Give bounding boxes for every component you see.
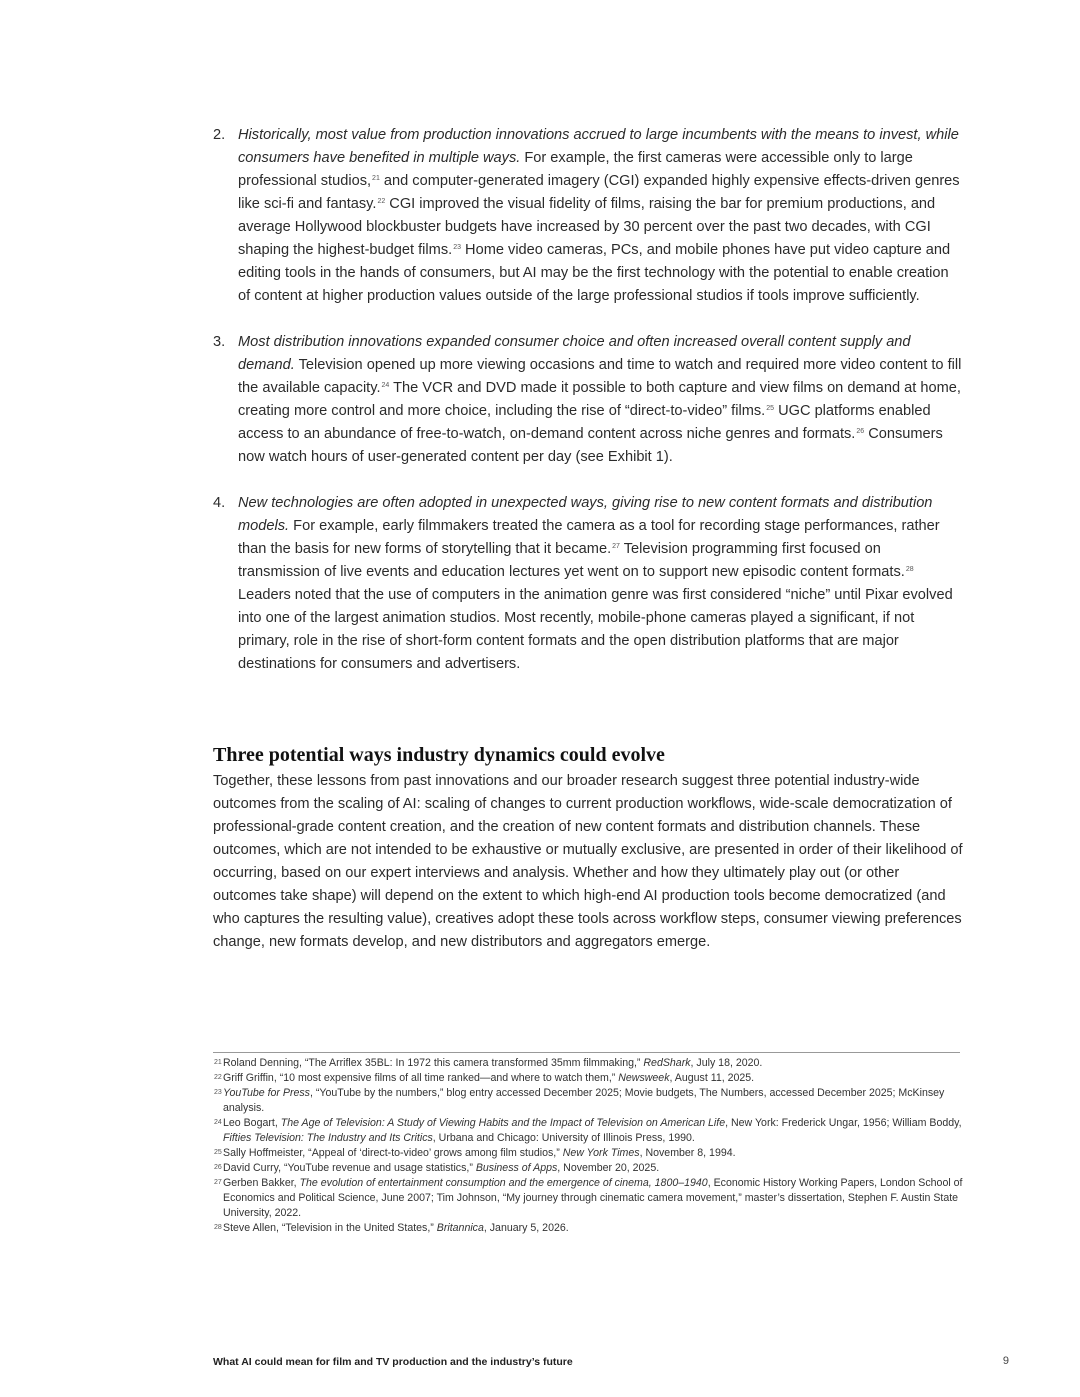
section-heading: Three potential ways industry dynamics could evolve	[213, 744, 665, 766]
footnote: 28 Steve Allen, “Television in the United States,” Britannica, January 5, 2026.	[214, 1222, 569, 1234]
text-segment: , New York: Frederick Ungar, 1956; William Boddy,	[725, 1117, 962, 1129]
italic-text: YouTube for Press	[223, 1087, 310, 1099]
text-segment: , January 5, 2026.	[483, 1222, 569, 1234]
text-segment: Griff Griffin, “10 most expensive films of all time ranked—and where to watch them,”	[223, 1072, 619, 1084]
text-segment: Home video cameras, PCs, and mobile phones have put video capture and editing tools in the hands of consumers, but AI may be the first technology with the potential to enable creation of content at higher production values outside of the large professional studios if tools improve sufficiently.	[238, 242, 951, 304]
italic-text: Fifties Television: The Industry and Its Critics	[223, 1132, 433, 1144]
text-segment: , August 11, 2025.	[669, 1072, 755, 1084]
text-segment: Steve Allen, “Television in the United States,”	[223, 1222, 437, 1234]
text-segment: and computer-generated imagery (CGI) expanded highly expensive effects-driven genres like sci-fi and fantasy.	[238, 173, 960, 212]
text-segment: The VCR and DVD made it possible to both capture and view films on demand at home, creating more control and more choice, including the rise of “direct-to-video” films.	[238, 380, 961, 419]
footnote-ref[interactable]: 28	[905, 566, 914, 573]
italic-text: Business of Apps	[475, 1162, 558, 1174]
footnote: 25 Sally Hoffmeister, “Appeal of ‘direct-to-video’ grows among film studios,” New York Times, November 8, 1994.	[214, 1147, 736, 1159]
footnote-ref[interactable]: 24	[381, 382, 390, 389]
footnote: 22 Griff Griffin, “10 most expensive films of all time ranked—and where to watch them,” Newsweek, August 11, 2025.	[214, 1072, 755, 1084]
text-segment: , “YouTube by the numbers,” blog entry accessed December 2025; Movie budgets, The Numbers, accessed December 2025; McKinsey analysis.	[223, 1087, 945, 1114]
italic-text: Newsweek	[618, 1072, 670, 1084]
italic-text: The Age of Television: A Study of Viewing Habits and the Impact of Television on American Life	[280, 1117, 726, 1129]
text-segment: Television programming first focused on transmission of live events and education lectures yet went on to support new episodic content formats.	[238, 541, 905, 580]
footer-title: What AI could mean for film and TV production and the industry’s future	[213, 1356, 573, 1368]
italic-text: The evolution of entertainment consumption and the emergence of cinema, 1800–1940	[299, 1177, 708, 1189]
text-segment: Leo Bogart,	[223, 1117, 281, 1129]
italic-text: Britannica	[436, 1222, 484, 1234]
italic-text: Most distribution innovations expanded consumer choice and often increased overall content supply and demand.	[238, 334, 911, 373]
list-item	[213, 331, 963, 469]
list-number: 3.	[213, 334, 226, 350]
footnote: 27 Gerben Bakker, The evolution of entertainment consumption and the emergence of cinema, 1800–1940, Economic History Working Papers, London School of Economics and Political Science, June 2007; Tim Johnson, “My journey through cinematic camera movement,” master’s dissertation, Stephen F. Austin State University, 2022.	[214, 1177, 963, 1219]
footnote-ref[interactable]: 23	[453, 244, 461, 251]
footnote: 26 David Curry, “YouTube revenue and usage statistics,” Business of Apps, November 20, 2025.	[214, 1162, 660, 1174]
text-segment: Consumers now watch hours of user-generated content per day (see Exhibit 1).	[238, 426, 943, 465]
page-number: 9	[1002, 1355, 1009, 1367]
footnote-ref[interactable]: 22	[377, 198, 386, 205]
text-segment: Leaders noted that the use of computers in the animation genre was first considered “niche” until Pixar evolved into one of the largest animation studios. Most recently, mobile-phone cameras played a significant, if not primary, role in the rise of short-form content formats and the open distribution platforms that are major destinations for consumers and advertisers.	[238, 587, 953, 672]
text-segment: For example, early filmmakers treated the camera as a tool for recording stage performances, rather than the basis for new forms of storytelling that it became.	[238, 518, 940, 557]
italic-text: RedShark	[643, 1057, 691, 1069]
footnotes	[213, 1056, 963, 1236]
text-segment: Television opened up more viewing occasions and time to watch and required more video content to fill the available capacity.	[238, 357, 962, 396]
text-segment: , November 8, 1994.	[639, 1147, 736, 1159]
footnote-ref[interactable]: 26	[856, 428, 865, 435]
list-number: 2.	[213, 127, 226, 143]
text-segment: Roland Denning, “The Arriflex 35BL: In 1972 this camera transformed 35mm filmmaking,”	[223, 1057, 644, 1069]
text-segment: , July 18, 2020.	[690, 1057, 763, 1069]
list-item	[213, 124, 963, 308]
text-segment: , November 20, 2025.	[557, 1162, 660, 1174]
italic-text: New York Times	[562, 1147, 640, 1159]
text-segment: For example, the first cameras were accessible only to large professional studios,	[238, 150, 913, 189]
numbered-list	[213, 124, 963, 699]
footnote: 21 Roland Denning, “The Arriflex 35BL: In 1972 this camera transformed 35mm filmmaking,” RedShark, July 18, 2020.	[214, 1057, 763, 1069]
text-segment: Sally Hoffmeister, “Appeal of ‘direct-to-video’ grows among film studios,”	[223, 1147, 563, 1159]
section-body: Together, these lessons from past innovations and our broader research suggest three potential industry-wide outcomes from the scaling of AI: scaling of changes to current production workflows, wide-scale democratization of professional-grade content creation, and the creation of new content formats and distribution channels. These outcomes, which are not intended to be exhaustive or mutually exclusive, are presented in order of their likelihood of occurring, based on our expert interviews and analysis. Whether and how they ultimately play out (or other outcomes take shape) will depend on the extent to which high-end AI production tools become democratized (and who captures the resulting value), creatives adopt these tools across workflow steps, consumer viewing preferences change, new formats develop, and new distributors and aggregators emerge.	[213, 773, 963, 950]
italic-text: New technologies are often adopted in unexpected ways, giving rise to new content formats and distribution models.	[238, 495, 933, 534]
footnote: 24 Leo Bogart, The Age of Television: A Study of Viewing Habits and the Impact of Television on American Life, New York: Frederick Ungar, 1956; William Boddy, Fifties Television: The Industry and Its Critics, Urbana and Chicago: University of Illinois Press, 1990.	[214, 1117, 962, 1144]
italic-text: Historically, most value from production innovations accrued to large incumbents with the means to invest, while consumers have benefited in multiple ways.	[238, 127, 959, 166]
text-segment: , Urbana and Chicago: University of Illinois Press, 1990.	[432, 1132, 695, 1144]
text-segment: UGC platforms enabled access to an abundance of free-to-watch, on-demand content across niche genres and formats.	[238, 403, 931, 442]
text-segment: CGI improved the visual fidelity of films, raising the bar for premium productions, and average Hollywood blockbuster budgets have increased by 30 percent over the past two decades, with CGI shaping the highest-budget films.	[238, 196, 936, 258]
footnote: 23 YouTube for Press, “YouTube by the numbers,” blog entry accessed December 2025; Movie budgets, The Numbers, accessed December 2025; McKinsey analysis.	[214, 1087, 945, 1114]
text-segment: David Curry, “YouTube revenue and usage statistics,”	[223, 1162, 476, 1174]
footnote-ref[interactable]: 25	[766, 405, 775, 412]
text-segment: Gerben Bakker,	[223, 1177, 300, 1189]
footnote-ref[interactable]: 21	[372, 175, 380, 182]
footnote-ref[interactable]: 27	[612, 543, 620, 550]
footnote-divider	[213, 1052, 960, 1053]
text-segment: , Economic History Working Papers, London School of Economics and Political Science, June 2007; Tim Johnson, “My journey through cinematic camera movement,” master’s dissertation, Stephen F. Austin State University, 2022.	[223, 1177, 963, 1219]
list-number: 4.	[213, 495, 226, 511]
list-item	[213, 492, 963, 676]
